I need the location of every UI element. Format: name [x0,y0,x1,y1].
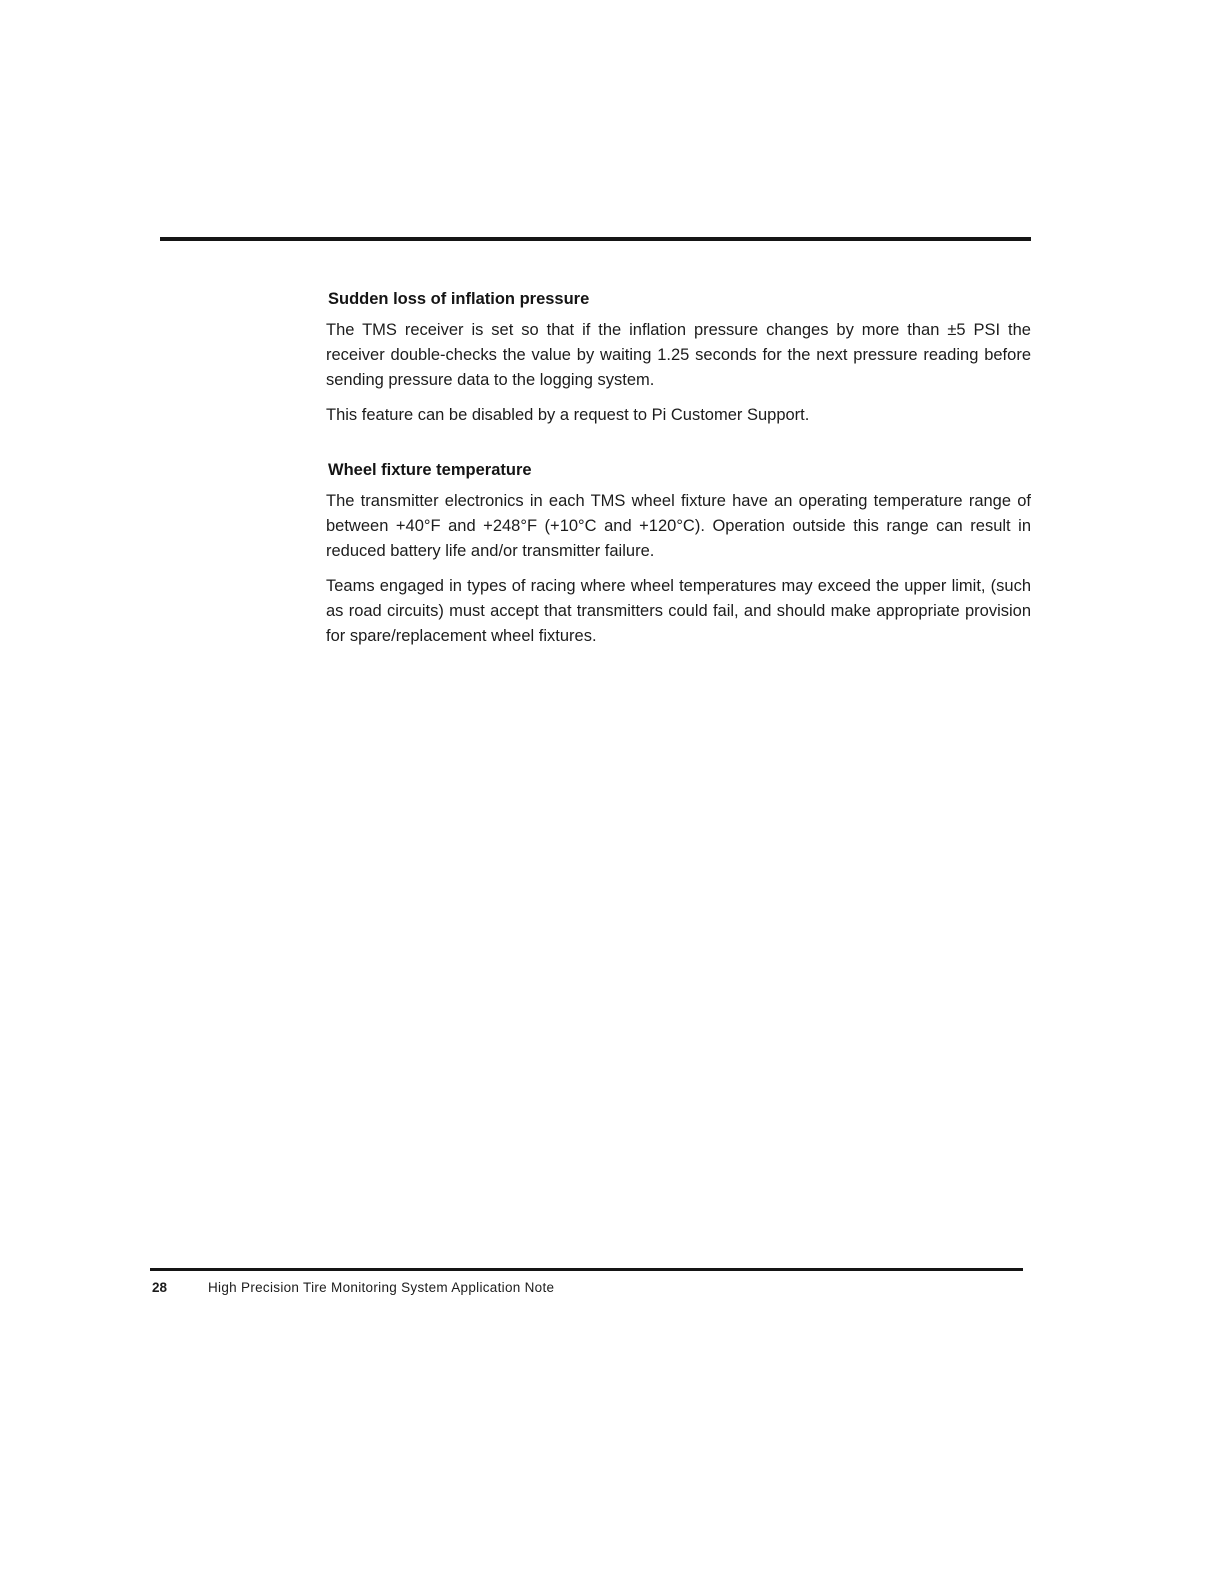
page-footer [150,1278,1030,1298]
paragraph: This feature can be disabled by a request to Pi Customer Support. [326,406,810,424]
section-sudden-loss [326,288,1031,428]
page-content [326,288,1031,680]
section-heading: Sudden loss of inflation pressure [328,290,590,308]
paragraph: The transmitter electronics in each TMS wheel fixture have an operating temperature range of between +40°F and +248°F (+10°C and +120°C). Operation outside this range can result in reduced battery life and/or transmitter failure. [326,492,1031,560]
document-title: High Precision Tire Monitoring System Application Note [208,1280,555,1295]
section-wheel-temperature [326,459,1031,649]
section-heading: Wheel fixture temperature [328,461,532,479]
paragraph: The TMS receiver is set so that if the inflation pressure changes by more than ±5 PSI the receiver double-checks the value by waiting 1.25 seconds for the next pressure reading before sending pressure data to the logging system. [326,321,1031,389]
paragraph: Teams engaged in types of racing where wheel temperatures may exceed the upper limit, (such as road circuits) must accept that transmitters could fail, and should make appropriate provision for spare/replacement wheel fixtures. [326,577,1031,645]
header-rule [160,237,1031,241]
page-number: 28 [152,1280,168,1295]
footer-rule [150,1268,1023,1271]
